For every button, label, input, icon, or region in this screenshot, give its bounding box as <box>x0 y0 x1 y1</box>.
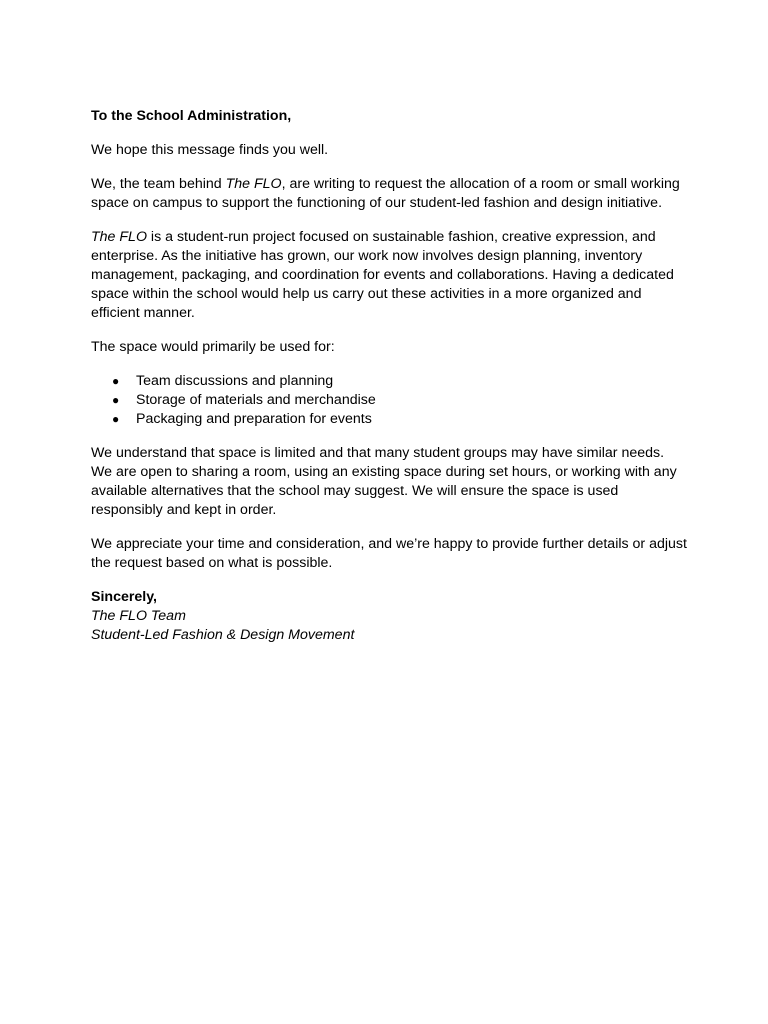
signature-subtitle: Student-Led Fashion & Design Movement <box>91 627 355 643</box>
list-item-text: Packaging and preparation for events <box>136 411 372 427</box>
list-item <box>91 372 687 391</box>
signoff <box>91 588 687 645</box>
closing: Sincerely, <box>91 589 157 605</box>
org-name: The FLO <box>225 176 282 192</box>
paragraph-about <box>91 228 687 323</box>
salutation: To the School Administration, <box>91 108 292 124</box>
greeting: We hope this message finds you well. <box>91 142 329 158</box>
paragraph-about-text: is a student-run project focused on sustainable fashion, creative expression, and enterprise. As the initiative has grown, our work now involves design planning, inventory management, packaging, and coordination for events and collaborations. Having a dedicated space within the school would help us carry out these activities in a more organized and efficient manner. <box>91 229 674 321</box>
paragraph-request-lead: We, the team behind <box>91 176 226 192</box>
letter-body <box>91 107 687 645</box>
list-item-text: Storage of materials and merchandise <box>136 392 376 408</box>
paragraph-request <box>91 175 687 213</box>
paragraph-thanks: We appreciate your time and consideration, and we’re happy to provide further details or adjust the request based on what is possible. <box>91 536 687 571</box>
paragraph-flexibility: We understand that space is limited and that many student groups may have similar needs. We are open to sharing a room, using an existing space during set hours, or working with any available alternatives that the school may suggest. We will ensure the space is used responsibly and kept in order. <box>91 445 677 518</box>
list-item <box>91 391 687 410</box>
list-intro: The space would primarily be used for: <box>91 339 335 355</box>
paragraph-request-text: , are writing to request the allocation of a room or small working space on campus to support the functioning of our student-led fashion and design initiative. <box>91 176 680 211</box>
uses-list <box>91 372 687 429</box>
list-item-text: Team discussions and planning <box>136 373 334 389</box>
org-name: The FLO <box>91 229 147 245</box>
bullet-icon: ● <box>112 374 120 388</box>
list-item <box>91 410 687 429</box>
signature: The FLO Team <box>91 608 186 624</box>
bullet-icon: ● <box>112 393 120 407</box>
bullet-icon: ● <box>112 412 120 426</box>
